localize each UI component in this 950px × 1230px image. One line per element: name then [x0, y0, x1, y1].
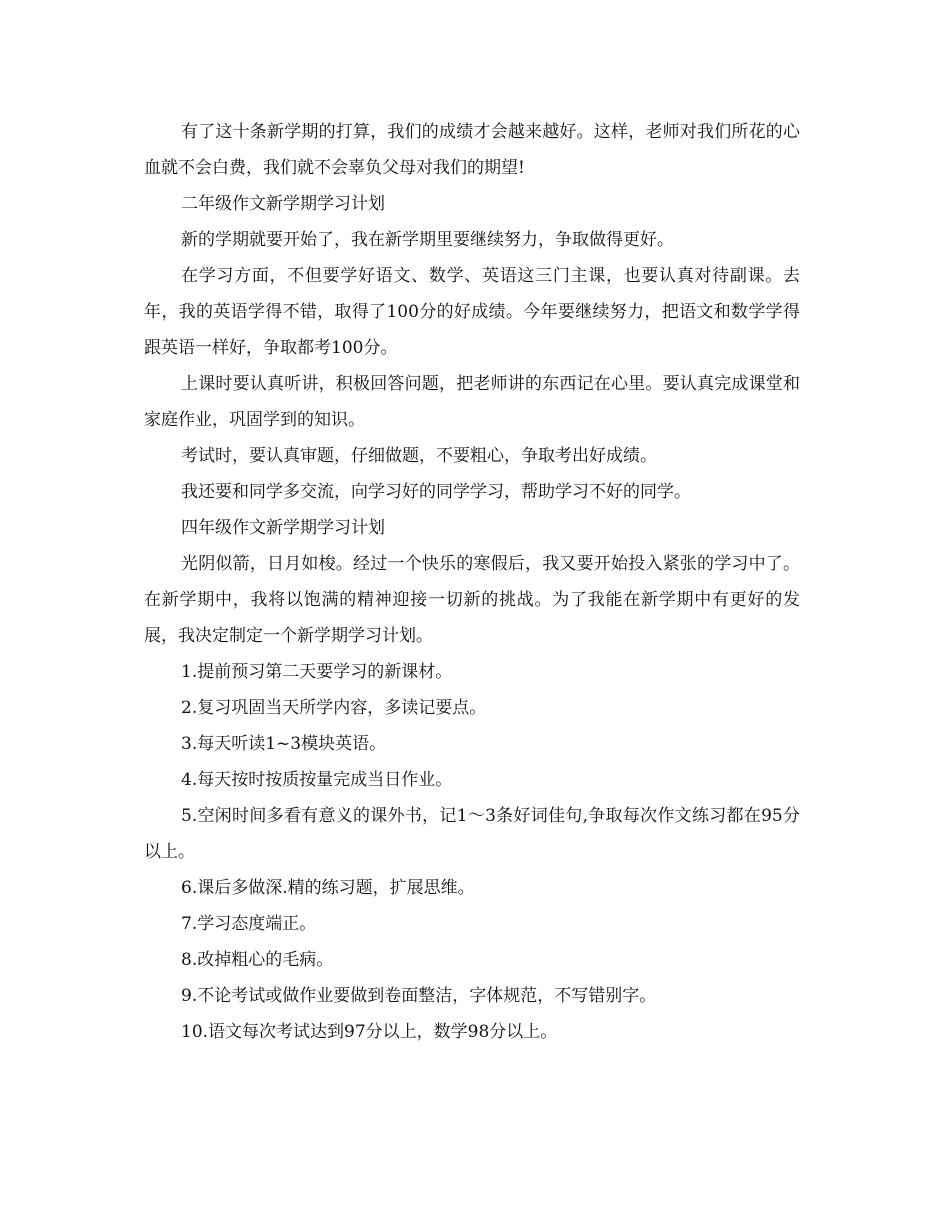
list-item-6: 6.课后多做深.精的练习题，扩展思维。 [181, 878, 475, 898]
paragraph-new-semester: 新的学期就要开始了，我在新学期里要继续努力，争取做得更好。 [181, 230, 674, 250]
list-item-7: 7.学习态度端正。 [181, 914, 317, 934]
paragraph-exams: 考试时，要认真审题，仔细做题，不要粗心，争取考出好成绩。 [181, 446, 657, 466]
paragraph-study-subjects: 在学习方面，不但要学好语文、数学、英语这三门主课，也要认真对待副课。去年，我的英语学得不错，取得了100分的好成绩。今年要继续努力，把语文和数学学得跟英语一样好，争取都考100分。 [144, 266, 800, 358]
list-item-2: 2.复习巩固当天所学内容，多读记要点。 [181, 698, 487, 718]
list-item-4: 4.每天按时按质按量完成当日作业。 [181, 770, 453, 790]
list-item-10: 10.语文每次考试达到97分以上，数学98分以上。 [181, 1022, 558, 1042]
list-item-5: 5.空闲时间多看有意义的课外书，记1～3条好词佳句,争取每次作文练习都在95分以上。 [144, 806, 800, 862]
list-item-1: 1.提前预习第二天要学习的新课材。 [181, 662, 453, 682]
paragraph-closing: 有了这十条新学期的打算，我们的成绩才会越来越好。这样，老师对我们所花的心血就不会白费，我们就不会辜负父母对我们的期望! [144, 122, 800, 178]
heading-grade-four-plan: 四年级作文新学期学习计划 [181, 518, 385, 538]
list-item-3: 3.每天听读1~3模块英语。 [181, 734, 387, 754]
paragraph-intro-plan: 光阴似箭，日月如梭。经过一个快乐的寒假后，我又要开始投入紧张的学习中了。在新学期中，我将以饱满的精神迎接一切新的挑战。为了我能在新学期中有更好的发展，我决定制定一个新学期学习计划。 [144, 554, 800, 646]
document-page [144, 114, 800, 1050]
list-item-9: 9.不论考试或做作业要做到卷面整洁，字体规范，不写错别字。 [181, 986, 657, 1006]
heading-grade-two-plan: 二年级作文新学期学习计划 [181, 194, 385, 214]
paragraph-class-attention: 上课时要认真听讲，积极回答问题，把老师讲的东西记在心里。要认真完成课堂和家庭作业，巩固学到的知识。 [144, 374, 800, 430]
list-item-8: 8.改掉粗心的毛病。 [181, 950, 334, 970]
paragraph-classmates: 我还要和同学多交流，向学习好的同学学习，帮助学习不好的同学。 [181, 482, 691, 502]
